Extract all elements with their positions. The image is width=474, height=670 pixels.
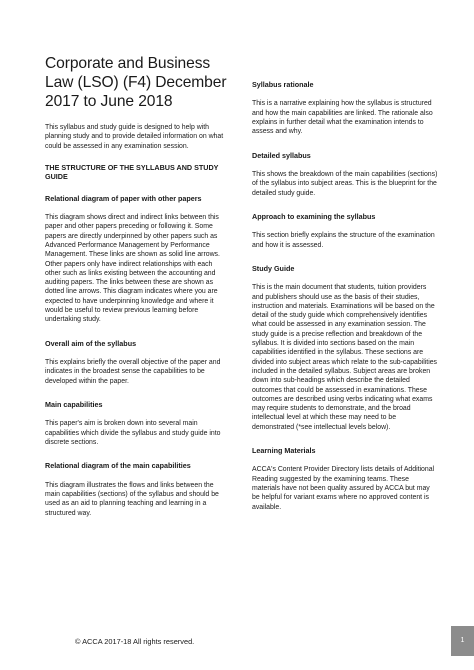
approach-heading: Approach to examining the syllabus (252, 211, 376, 221)
learning-materials-heading: Learning Materials (252, 446, 316, 456)
study-guide-body: This is the main document that students, tuition providers and publishers should use as the basis of their studies, instruction and materials. Examinations will be based on the detail of the study guide which comprehensively identifies what could be assessed in any examination session. The study guide is a precise reflection and breakdown of the syllabus. It is divided into sections based on the main capabilities identified in the syllabus. These sections are divided into subject areas which relate to the sub-capabilities included in the detailed syllabus. Subject areas are broken down into sub-headings which describe the detailed outcomes that could be assessed in examinations. These outcomes are described using verbs indicating what exams may require students to demonstrate, and the broad intellectual level at which these may need to be demonstrated (*see intellectual levels below). (252, 284, 438, 431)
study-guide-heading: Study Guide (252, 263, 295, 273)
relational-papers-heading: Relational diagram of paper with other papers (45, 193, 202, 203)
approach-body: This section briefly explains the structure of the examination and how it is assessed. (252, 232, 435, 249)
right-column (252, 80, 438, 526)
document-title: Corporate and Business Law (LSO) (F4) December 2017 to June 2018 (45, 55, 227, 110)
detailed-syllabus-heading: Detailed syllabus (252, 150, 311, 160)
relational-capabilities-body: This diagram illustrates the flows and links between the main capabilities (sections) of the syllabus and should be used as an aid to planning teaching and learning in a structured way. (45, 481, 219, 517)
relational-capabilities-heading: Relational diagram of the main capabilities (45, 461, 191, 471)
left-column (45, 54, 229, 532)
overall-aim-body: This explains briefly the overall objective of the paper and indicates in the broadest sense the capabilities to be developed within the paper. (45, 359, 221, 385)
main-capabilities-body: This paper's aim is broken down into several main capabilities which divide the syllabus and study guide into discrete sections. (45, 420, 221, 446)
syllabus-rationale-body: This is a narrative explaining how the syllabus is structured and how the main capabilities are linked. The rationale also explains in further detail what the examination intends to assess and why. (252, 100, 433, 136)
page-number: 1 (451, 626, 474, 656)
relational-papers-body: This diagram shows direct and indirect links between this paper and other papers preceding or following it. Some papers are directly underpinned by other papers such as Advanced Performance Management by Performance Management. These links are shown as solid line arrows. Other papers only have indirect relationships with each other such as links existing between the accounting and auditing papers. The links between these are shown as dotted line arrows. This diagram indicates where you are expected to have underpinning knowledge and where it would be useful to review previous learning before undertaking study. (45, 214, 220, 324)
main-capabilities-heading: Main capabilities (45, 399, 103, 409)
detailed-syllabus-body: This shows the breakdown of the main capabilities (sections) of the syllabus into subject areas. This is the blueprint for the detailed study guide. (252, 171, 438, 197)
syllabus-rationale-heading: Syllabus rationale (252, 80, 314, 89)
structure-section-title: THE STRUCTURE OF THE SYLLABUS AND STUDY GUIDE (45, 162, 219, 182)
copyright-footer: © ACCA 2017-18 All rights reserved. (75, 637, 195, 646)
learning-materials-body: ACCA's Content Provider Directory lists details of Additional Reading suggested by the examining teams. These materials have not been quality assured by ACCA but may be helpful for variant exams where no approved content is available. (252, 466, 435, 511)
overall-aim-heading: Overall aim of the syllabus (45, 338, 137, 348)
intro-paragraph: This syllabus and study guide is designed to help with planning study and to provide detailed information on what could be assessed in any examination session. (45, 124, 224, 150)
